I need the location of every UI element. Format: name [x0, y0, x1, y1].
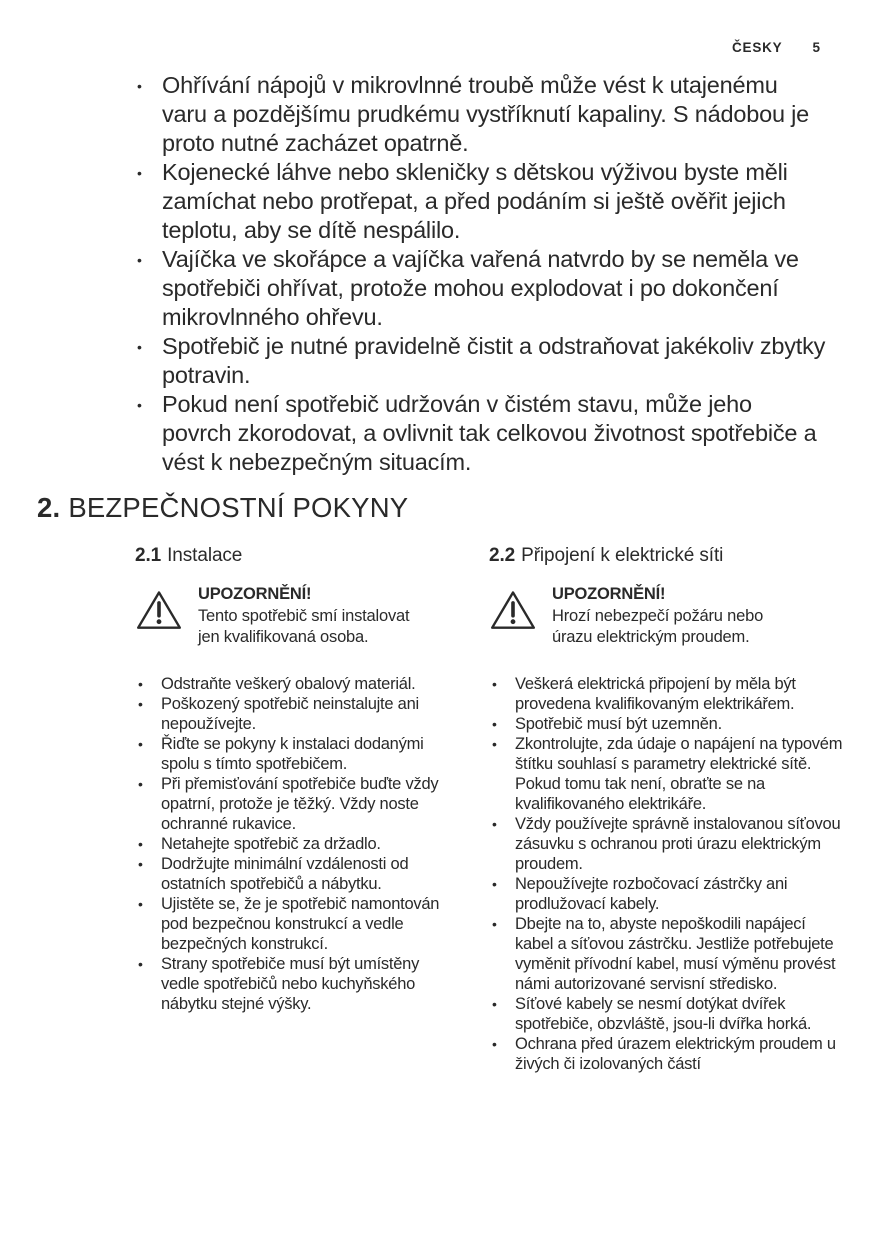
- list-item-text: Při přemisťování spotřebiče buďte vždy opatrní, protože je těžký. Vždy noste ochranné rukavice.: [161, 774, 439, 833]
- warning-box: [135, 584, 453, 649]
- list-item: [489, 674, 847, 714]
- list-item: [127, 158, 827, 245]
- list-item-text: Kojenecké láhve nebo skleničky s dětskou výživou byste měli zamíchat nebo protřepat, a před podáním si ještě ověřit jejich teplotu, aby se dítě nespálilo.: [162, 159, 788, 243]
- subsection-number: 2.2: [489, 545, 516, 566]
- list-item-text: Síťové kabely se nesmí dotýkat dvířek spotřebiče, obzvláště, jsou-li dvířka horká.: [515, 994, 812, 1033]
- warning-content: [198, 584, 426, 649]
- list-item: [135, 774, 453, 834]
- list-item: [135, 894, 453, 954]
- language-label: ČESKY: [731, 40, 783, 55]
- warning-box: [489, 584, 847, 649]
- list-item: [489, 714, 847, 734]
- list-item-text: Spotřebič musí být uzemněn.: [515, 714, 722, 733]
- list-item: [127, 245, 827, 332]
- installation-list: [135, 674, 453, 1014]
- warning-triangle-icon: [135, 589, 185, 649]
- list-item-text: Veškerá elektrická připojení by měla být provedena kvalifikovaným elektrikářem.: [515, 674, 796, 713]
- list-item: [489, 874, 847, 914]
- list-item: [127, 390, 827, 477]
- list-item: [135, 734, 453, 774]
- list-item-text: Spotřebič je nutné pravidelně čistit a odstraňovat jakékoliv zbytky potravin.: [162, 333, 826, 388]
- list-item: [489, 1034, 847, 1074]
- subsection-heading: [135, 545, 453, 567]
- warning-content: [552, 584, 780, 649]
- list-item: [135, 954, 453, 1014]
- section-electrical-connection: [489, 545, 847, 1074]
- warning-text: Tento spotřebič smí instalovat jen kvalifikovaná osoba.: [198, 606, 410, 646]
- list-item-text: Ujistěte se, že je spotřebič namontován pod bezpečnou konstrukcí a vedle bezpečných konstrukcí.: [161, 894, 440, 953]
- columns-container: [135, 545, 847, 1074]
- list-item: [489, 734, 847, 814]
- list-item-text: Dodržujte minimální vzdálenosti od ostatních spotřebičů a nábytku.: [161, 854, 409, 893]
- warning-triangle-icon: [489, 589, 539, 649]
- list-item-text: Zkontrolujte, zda údaje o napájení na typovém štítku souhlasí s parametry elektrické sítě. Pokud tomu tak není, obraťte se na kvalifikovaného elektrikáře.: [515, 734, 843, 813]
- list-item-text: Ohřívání nápojů v mikrovlnné troubě může vést k utajenému varu a pozdějšímu prudkému vystříknutí kapaliny. S nádobou je proto nutné zacházet opatrně.: [162, 72, 810, 156]
- list-item: [127, 71, 827, 158]
- warning-text: Hrozí nebezpečí požáru nebo úrazu elektrickým proudem.: [552, 606, 764, 646]
- list-item-text: Nepoužívejte rozbočovací zástrčky ani prodlužovací kabely.: [515, 874, 788, 913]
- subsection-title: Instalace: [167, 545, 243, 566]
- list-item: [489, 914, 847, 994]
- page-header: [732, 40, 820, 55]
- list-item-text: Vždy používejte správně instalovanou síťovou zásuvku s ochranou proti úrazu elektrickým proudem.: [515, 814, 841, 873]
- list-item: [135, 834, 453, 854]
- list-item: [135, 854, 453, 894]
- warning-title: UPOZORNĚNÍ!: [552, 585, 666, 603]
- list-item-text: Ochrana před úrazem elektrickým proudem u živých či izolovaných částí: [515, 1034, 836, 1073]
- subsection-heading: [489, 545, 847, 567]
- section-heading: [37, 492, 408, 524]
- list-item-text: Odstraňte veškerý obalový materiál.: [161, 674, 416, 693]
- intro-warning-list: [127, 71, 827, 477]
- list-item: [135, 674, 453, 694]
- list-item: [489, 814, 847, 874]
- list-item-text: Řiďte se pokyny k instalaci dodanými spolu s tímto spotřebičem.: [161, 734, 424, 773]
- list-item: [127, 332, 827, 390]
- list-item-text: Pokud není spotřebič udržován v čistém stavu, může jeho povrch zkorodovat, a ovlivnit tak celkovou životnost spotřebiče a vést k nebezpečným situacím.: [162, 391, 817, 475]
- list-item: [135, 694, 453, 734]
- list-item-text: Netahejte spotřebič za držadlo.: [161, 834, 381, 853]
- subsection-title: Připojení k elektrické síti: [521, 545, 724, 566]
- section-title: BEZPEČNOSTNÍ POKYNY: [68, 492, 409, 523]
- list-item-text: Strany spotřebiče musí být umístěny vedle spotřebičů nebo kuchyňského nábytku stejné výšky.: [161, 954, 420, 1013]
- subsection-number: 2.1: [135, 545, 162, 566]
- section-number: 2.: [37, 492, 61, 523]
- list-item-text: Poškozený spotřebič neinstalujte ani nepoužívejte.: [161, 694, 419, 733]
- list-item-text: Dbejte na to, abyste nepoškodili napájecí kabel a síťovou zástrčku. Jestliže potřebujete vyměnit přívodní kabel, musí výměnu provést námi autorizované servisní středisko.: [515, 914, 836, 993]
- electrical-list: [489, 674, 847, 1074]
- list-item-text: Vajíčka ve skořápce a vajíčka vařená natvrdo by se neměla ve spotřebiči ohřívat, protože mohou explodovat i po dokončení mikrovlnného ohřevu.: [162, 246, 799, 330]
- warning-title: UPOZORNĚNÍ!: [198, 585, 312, 603]
- list-item: [489, 994, 847, 1034]
- section-installation: [135, 545, 453, 1074]
- page-number: 5: [812, 40, 820, 55]
